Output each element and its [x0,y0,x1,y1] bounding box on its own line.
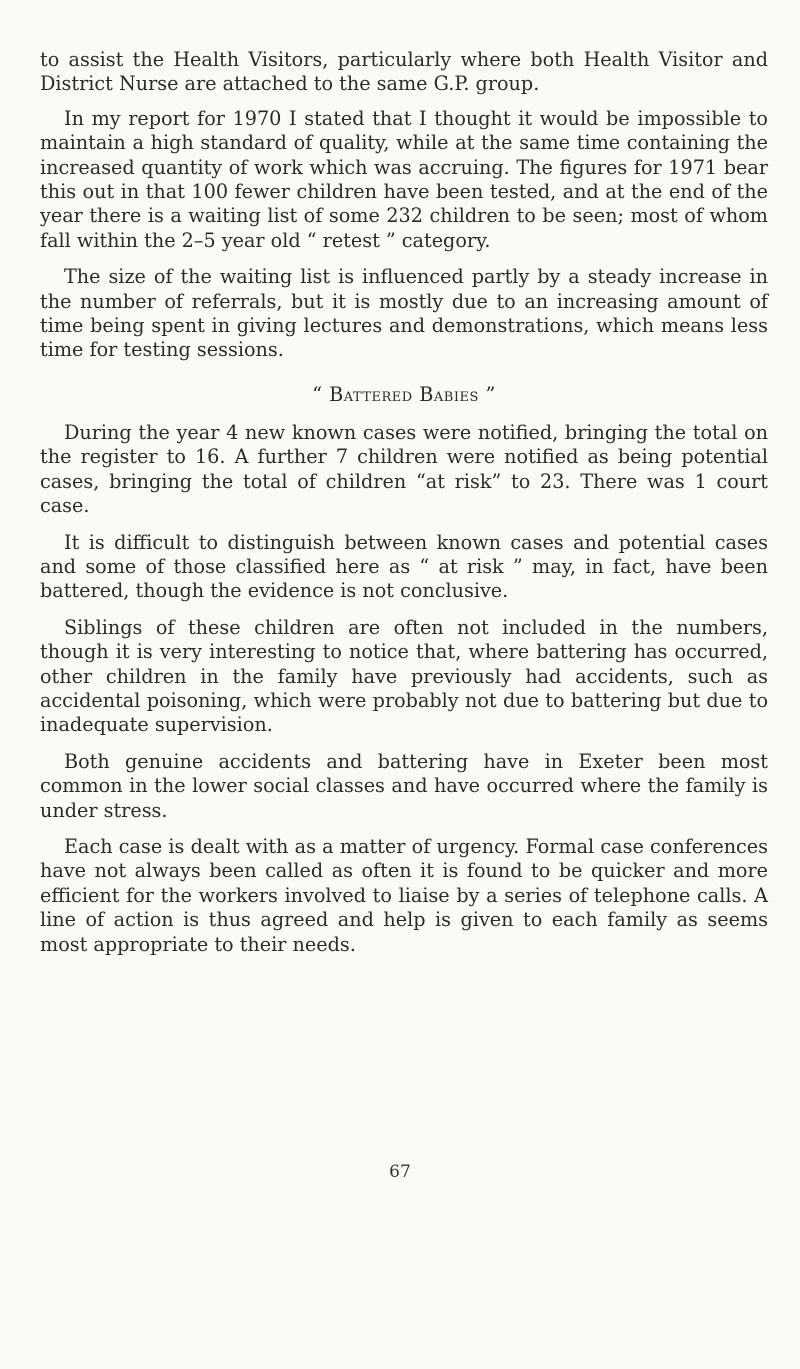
paragraph-waiting-list: The size of the waiting list is influenced partly by a steady increase in the number of referrals, but it is mostly due to an increasing amount of time being spent in giving lectures and demonstrations, which means less time for testing sessions. [40,265,768,362]
paragraph-siblings: Siblings of these children are often not included in the numbers, though it is very interesting to notice that, where battering has occurred, other children in the family have previously had accidents, such as accidental poisoning, which were probably not due to battering but due to inadequate supervision. [40,615,768,737]
paragraph-distinguish-cases: It is difficult to distinguish between known cases and potential cases and some of those classified here as “ at risk ” may, in fact, have been battered, though the evidence is not conclusive. [40,530,768,603]
paragraph-report-1970: In my report for 1970 I stated that I thought it would be impossible to maintain a high standard of quality, while at the same time containing the increased quantity of work which was accruing. The figures for 1971 bear this out in that 100 fewer children have been tested, and at the end of the year there is a waiting list of some 232 children to be seen; most of whom fall within the 2–5 year old “ retest ” category. [40,106,768,252]
paragraph-social-classes: Both genuine accidents and battering have in Exeter been most common in the lower social classes and have occurred where the family is under stress. [40,749,768,822]
section-heading: “ Battered Babies ” [312,382,496,406]
paragraph-urgency: Each case is dealt with as a matter of urgency. Formal case conferences have not always been called as often it is found to be quicker and more efficient for the workers involved to liaise by a series of telephone calls. A line of action is thus agreed and help is given to each family as seems most appropriate to their needs. [40,834,768,956]
paragraph-new-cases: During the year 4 new known cases were notified, bringing the total on the register to 16. A further 7 children were notified as being potential cases, bringing the total of children “at risk” to 23. There was 1 court case. [40,420,768,518]
page-number: 67 [389,1162,411,1182]
intro-paragraph: to assist the Health Visitors, particularly where both Health Visitor and District Nurse are attached to the same G.P. group. [40,48,768,96]
document-page [40,48,768,969]
